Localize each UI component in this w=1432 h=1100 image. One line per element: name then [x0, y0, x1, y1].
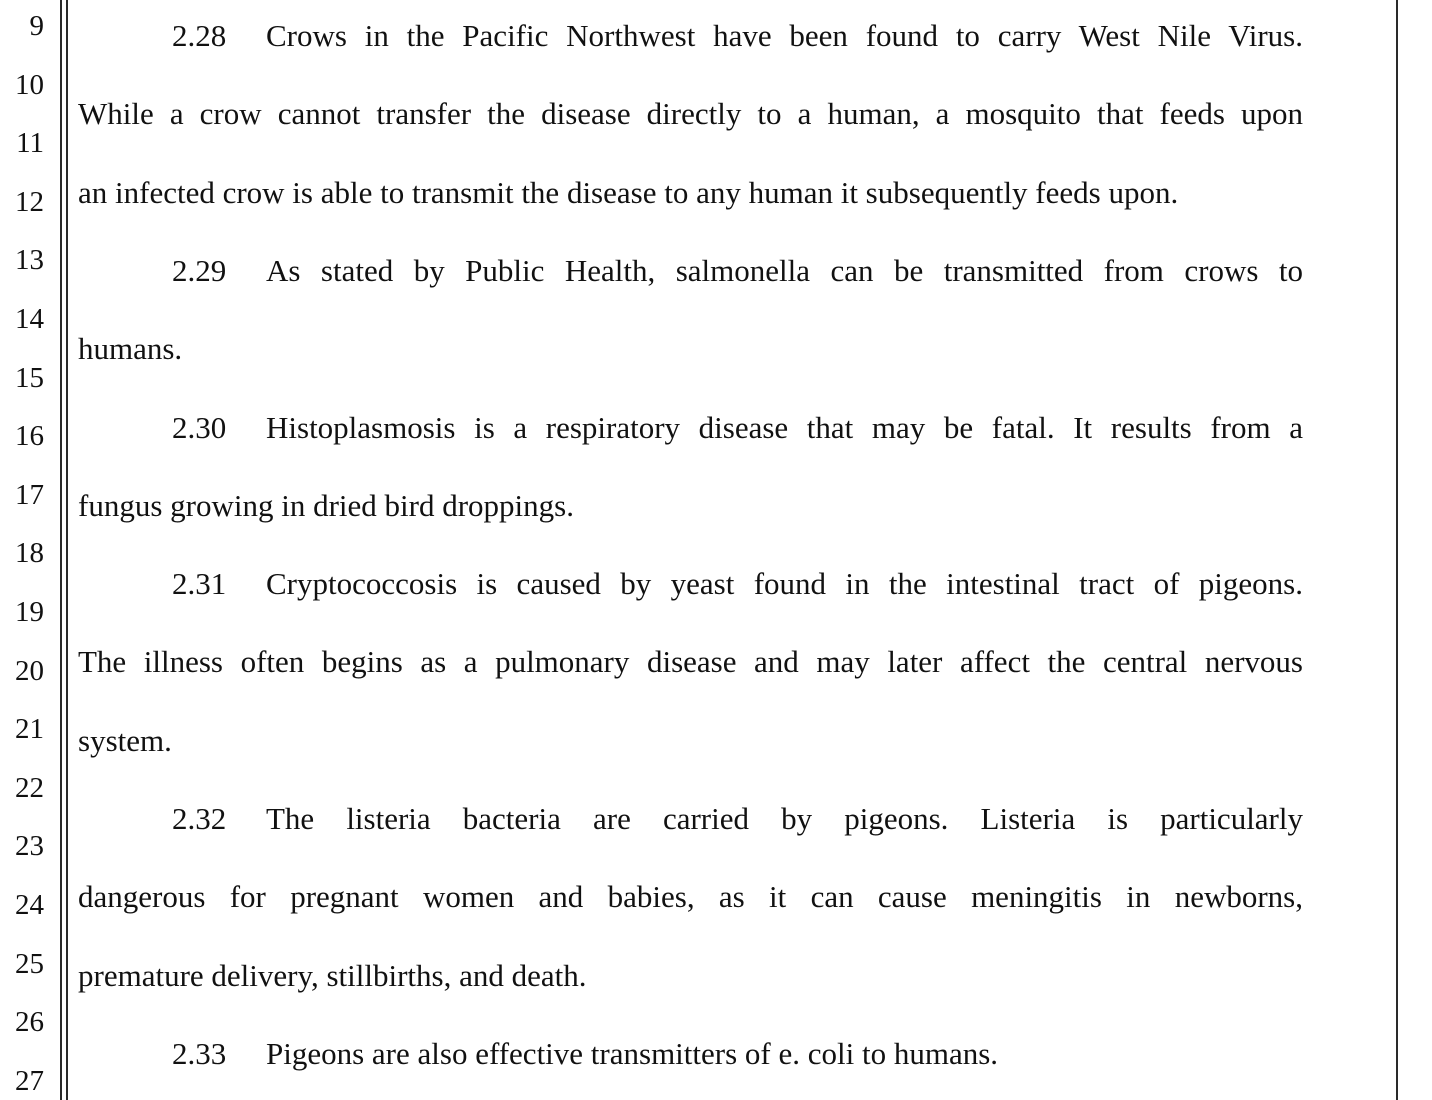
- paragraph-line: The illness often begins as a pulmonary disease and may later affect the central nervous: [78, 644, 1303, 680]
- line-number: 22: [15, 771, 44, 804]
- line-number: 18: [15, 537, 44, 570]
- line-number: 26: [15, 1006, 44, 1039]
- paragraph-text: Pigeons are also effective transmitters of e. coli to humans.: [266, 1035, 999, 1071]
- paragraph-number: 2.31: [172, 566, 227, 602]
- paragraph-number: 2.33: [172, 1035, 227, 1071]
- paragraph-number: 2.30: [172, 409, 227, 445]
- line-number: 21: [15, 713, 44, 746]
- paragraph-text: As stated by Public Health, salmonella can be transmitted from crows to: [266, 252, 1303, 288]
- paragraph-first-line: [78, 801, 1303, 837]
- line-number: 20: [15, 654, 44, 687]
- left-margin-rule-outer: [60, 0, 62, 1100]
- line-number: 23: [15, 830, 44, 863]
- line-number: 16: [15, 420, 44, 453]
- paragraph-text: Histoplasmosis is a respiratory disease that may be fatal. It results from a: [266, 409, 1303, 445]
- paragraph-first-line: [78, 1036, 1303, 1072]
- paragraph-number: 2.29: [172, 252, 227, 288]
- paragraph-line: dangerous for pregnant women and babies, as it can cause meningitis in newborns,: [78, 879, 1303, 915]
- line-number: 13: [15, 244, 44, 277]
- paragraph-line: an infected crow is able to transmit the disease to any human it subsequently feeds upon.: [78, 174, 1179, 210]
- line-number: 12: [15, 185, 44, 218]
- paragraph-line: fungus growing in dried bird droppings.: [78, 487, 574, 523]
- paragraph-text: The listeria bacteria are carried by pigeons. Listeria is particularly: [266, 801, 1303, 836]
- paragraph-line: humans.: [78, 331, 183, 367]
- paragraph-number: 2.32: [172, 801, 227, 836]
- paragraph-first-line: [78, 18, 1303, 54]
- paragraph-number: 2.28: [172, 18, 227, 53]
- paragraph-line: premature delivery, stillbirths, and death.: [78, 957, 587, 993]
- left-margin-rule-inner: [66, 0, 68, 1100]
- line-number: 10: [15, 68, 44, 101]
- line-number: 19: [15, 596, 44, 628]
- line-number: 11: [16, 127, 44, 160]
- line-number: 15: [15, 361, 44, 394]
- line-number: 27: [15, 1064, 44, 1097]
- line-number: 9: [29, 10, 44, 42]
- paragraph-text: Cryptococcosis is caused by yeast found in the intestinal tract of pigeons.: [266, 566, 1303, 602]
- paragraph-first-line: [78, 566, 1303, 602]
- line-number: 24: [15, 889, 44, 921]
- line-number: 14: [15, 303, 44, 335]
- paragraph-text: Crows in the Pacific Northwest have been found to carry West Nile Virus.: [266, 18, 1303, 53]
- paragraph-first-line: [78, 410, 1303, 446]
- paragraph-line: system.: [78, 722, 172, 758]
- right-margin-rule: [1396, 0, 1398, 1100]
- line-number: 25: [15, 947, 44, 980]
- paragraph-line: While a crow cannot transfer the disease directly to a human, a mosquito that feeds upon: [78, 96, 1303, 132]
- line-number: 17: [15, 478, 44, 511]
- paragraph-first-line: [78, 253, 1303, 289]
